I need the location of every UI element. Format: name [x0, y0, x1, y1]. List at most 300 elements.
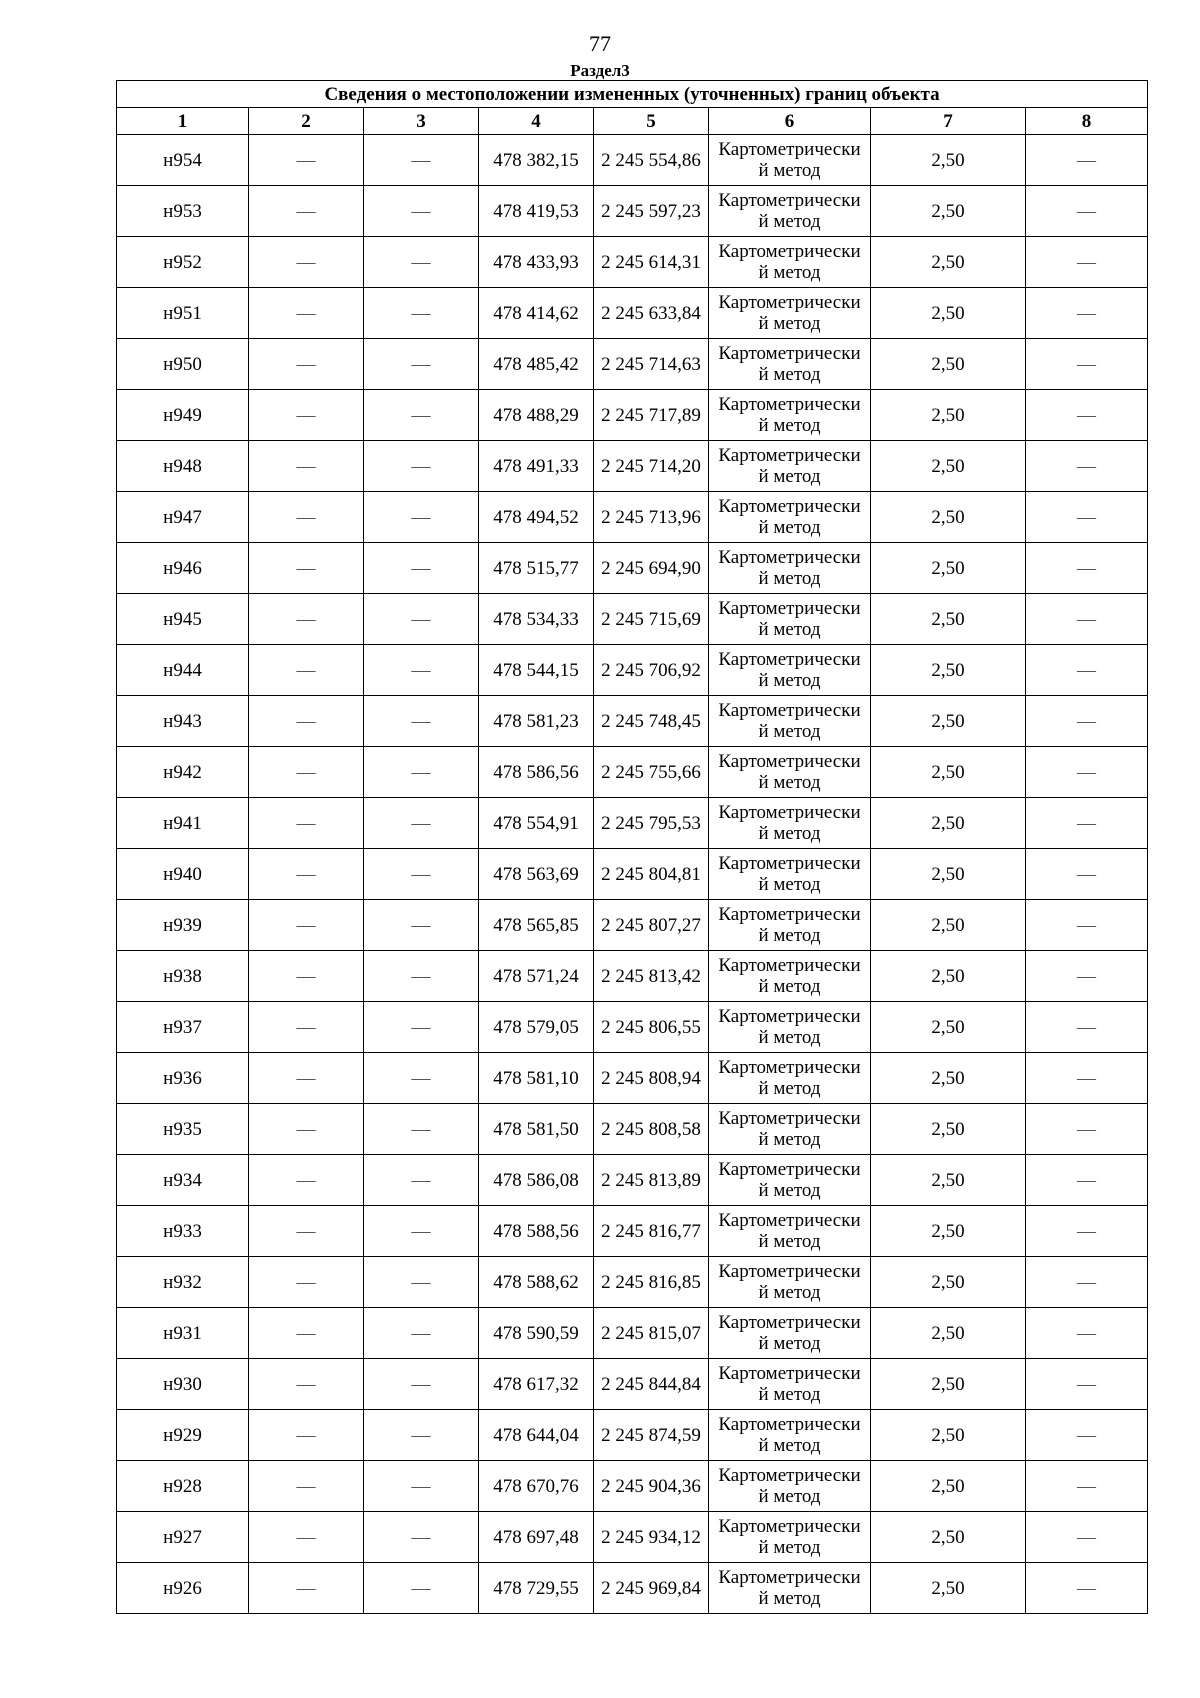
method-line-2: й метод — [758, 262, 821, 283]
table-row — [117, 1308, 1148, 1359]
method-line-2: й метод — [758, 976, 821, 997]
y-coordinate-cell: 2 245 795,53 — [594, 798, 709, 849]
method-line-1: Картометрически — [718, 343, 861, 364]
method-line-2: й метод — [758, 160, 821, 181]
point-cell: н937 — [117, 1002, 249, 1053]
y-coordinate-cell: 2 245 816,85 — [594, 1257, 709, 1308]
table-row — [117, 492, 1148, 543]
method-line-1: Картометрически — [718, 1465, 861, 1486]
method-line-1: Картометрически — [718, 1006, 861, 1027]
precision-cell: 2,50 — [871, 1053, 1026, 1104]
method-cell — [709, 747, 871, 798]
column-8-cell: — — [1026, 1563, 1148, 1614]
method-line-1: Картометрически — [718, 241, 861, 262]
column-2-cell: — — [249, 1002, 364, 1053]
point-cell: н946 — [117, 543, 249, 594]
method-line-2: й метод — [758, 874, 821, 895]
table-body — [117, 135, 1148, 1614]
method-line-2: й метод — [758, 364, 821, 385]
precision-cell: 2,50 — [871, 1155, 1026, 1206]
x-coordinate-cell: 478 565,85 — [479, 900, 594, 951]
point-cell: н941 — [117, 798, 249, 849]
method-cell — [709, 1512, 871, 1563]
column-8-cell: — — [1026, 186, 1148, 237]
column-2-cell: — — [249, 1563, 364, 1614]
y-coordinate-cell: 2 245 597,23 — [594, 186, 709, 237]
column-8-cell: — — [1026, 900, 1148, 951]
precision-cell: 2,50 — [871, 543, 1026, 594]
column-3-cell: — — [364, 1104, 479, 1155]
x-coordinate-cell: 478 382,15 — [479, 135, 594, 186]
precision-cell: 2,50 — [871, 747, 1026, 798]
precision-cell: 2,50 — [871, 186, 1026, 237]
column-2-cell: — — [249, 594, 364, 645]
method-line-2: й метод — [758, 1282, 821, 1303]
precision-cell: 2,50 — [871, 135, 1026, 186]
precision-cell: 2,50 — [871, 696, 1026, 747]
column-number-3: 3 — [364, 108, 479, 135]
column-8-cell: — — [1026, 696, 1148, 747]
column-2-cell: — — [249, 1308, 364, 1359]
method-line-2: й метод — [758, 1027, 821, 1048]
method-line-2: й метод — [758, 1129, 821, 1150]
method-line-1: Картометрически — [718, 139, 861, 160]
y-coordinate-cell: 2 245 714,20 — [594, 441, 709, 492]
column-2-cell: — — [249, 186, 364, 237]
table-row — [117, 645, 1148, 696]
column-3-cell: — — [364, 1359, 479, 1410]
method-line-2: й метод — [758, 772, 821, 793]
column-2-cell: — — [249, 900, 364, 951]
method-line-1: Картометрически — [718, 1363, 861, 1384]
x-coordinate-cell: 478 414,62 — [479, 288, 594, 339]
column-3-cell: — — [364, 543, 479, 594]
page-number: 77 — [589, 31, 611, 56]
y-coordinate-cell: 2 245 808,94 — [594, 1053, 709, 1104]
column-2-cell: — — [249, 441, 364, 492]
column-3-cell: — — [364, 798, 479, 849]
point-cell: н943 — [117, 696, 249, 747]
precision-cell: 2,50 — [871, 390, 1026, 441]
point-cell: н929 — [117, 1410, 249, 1461]
precision-cell: 2,50 — [871, 1410, 1026, 1461]
method-line-1: Картометрически — [718, 904, 861, 925]
method-cell — [709, 441, 871, 492]
point-cell: н939 — [117, 900, 249, 951]
y-coordinate-cell: 2 245 706,92 — [594, 645, 709, 696]
column-8-cell: — — [1026, 1359, 1148, 1410]
column-3-cell: — — [364, 492, 479, 543]
column-2-cell: — — [249, 747, 364, 798]
method-line-2: й метод — [758, 466, 821, 487]
x-coordinate-cell: 478 433,93 — [479, 237, 594, 288]
column-number-5: 5 — [594, 108, 709, 135]
x-coordinate-cell: 478 571,24 — [479, 951, 594, 1002]
method-line-1: Картометрически — [718, 751, 861, 772]
precision-cell: 2,50 — [871, 798, 1026, 849]
column-8-cell: — — [1026, 339, 1148, 390]
method-cell — [709, 1155, 871, 1206]
table-row — [117, 390, 1148, 441]
precision-cell: 2,50 — [871, 1512, 1026, 1563]
column-2-cell: — — [249, 135, 364, 186]
precision-cell: 2,50 — [871, 1359, 1026, 1410]
table-row — [117, 237, 1148, 288]
method-line-1: Картометрически — [718, 1108, 861, 1129]
method-line-1: Картометрически — [718, 598, 861, 619]
x-coordinate-cell: 478 419,53 — [479, 186, 594, 237]
point-cell: н945 — [117, 594, 249, 645]
precision-cell: 2,50 — [871, 288, 1026, 339]
method-line-2: й метод — [758, 1231, 821, 1252]
method-line-1: Картометрически — [718, 394, 861, 415]
method-line-1: Картометрически — [718, 700, 861, 721]
method-line-1: Картометрически — [718, 292, 861, 313]
point-cell: н954 — [117, 135, 249, 186]
column-8-cell: — — [1026, 747, 1148, 798]
point-cell: н930 — [117, 1359, 249, 1410]
y-coordinate-cell: 2 245 554,86 — [594, 135, 709, 186]
method-line-2: й метод — [758, 1180, 821, 1201]
precision-cell: 2,50 — [871, 441, 1026, 492]
table-row — [117, 1410, 1148, 1461]
method-cell — [709, 1563, 871, 1614]
method-cell — [709, 1053, 871, 1104]
method-line-2: й метод — [758, 568, 821, 589]
column-2-cell: — — [249, 1359, 364, 1410]
y-coordinate-cell: 2 245 969,84 — [594, 1563, 709, 1614]
column-2-cell: — — [249, 1053, 364, 1104]
x-coordinate-cell: 478 590,59 — [479, 1308, 594, 1359]
column-2-cell: — — [249, 1257, 364, 1308]
column-2-cell: — — [249, 696, 364, 747]
table-row — [117, 1155, 1148, 1206]
method-cell — [709, 288, 871, 339]
method-cell — [709, 1461, 871, 1512]
y-coordinate-cell: 2 245 715,69 — [594, 594, 709, 645]
method-line-1: Картометрически — [718, 1210, 861, 1231]
column-2-cell: — — [249, 237, 364, 288]
method-line-2: й метод — [758, 1435, 821, 1456]
column-2-cell: — — [249, 390, 364, 441]
column-8-cell: — — [1026, 1257, 1148, 1308]
point-cell: н928 — [117, 1461, 249, 1512]
table-row — [117, 900, 1148, 951]
column-number-6: 6 — [709, 108, 871, 135]
column-8-cell: — — [1026, 1104, 1148, 1155]
column-8-cell: — — [1026, 798, 1148, 849]
method-line-1: Картометрически — [718, 1261, 861, 1282]
x-coordinate-cell: 478 581,50 — [479, 1104, 594, 1155]
column-8-cell: — — [1026, 1410, 1148, 1461]
column-2-cell: — — [249, 951, 364, 1002]
point-cell: н950 — [117, 339, 249, 390]
y-coordinate-cell: 2 245 694,90 — [594, 543, 709, 594]
column-8-cell: — — [1026, 1053, 1148, 1104]
column-2-cell: — — [249, 288, 364, 339]
method-cell — [709, 1410, 871, 1461]
method-line-1: Картометрически — [718, 547, 861, 568]
column-8-cell: — — [1026, 1155, 1148, 1206]
x-coordinate-cell: 478 488,29 — [479, 390, 594, 441]
y-coordinate-cell: 2 245 934,12 — [594, 1512, 709, 1563]
method-cell — [709, 849, 871, 900]
precision-cell: 2,50 — [871, 951, 1026, 1002]
column-8-cell: — — [1026, 492, 1148, 543]
y-coordinate-cell: 2 245 633,84 — [594, 288, 709, 339]
method-cell — [709, 1104, 871, 1155]
method-cell — [709, 594, 871, 645]
column-3-cell: — — [364, 1155, 479, 1206]
y-coordinate-cell: 2 245 844,84 — [594, 1359, 709, 1410]
point-cell: н951 — [117, 288, 249, 339]
column-8-cell: — — [1026, 390, 1148, 441]
method-line-1: Картометрически — [718, 1414, 861, 1435]
column-8-cell: — — [1026, 1512, 1148, 1563]
column-3-cell: — — [364, 288, 479, 339]
column-number-row — [117, 108, 1148, 135]
column-8-cell: — — [1026, 288, 1148, 339]
y-coordinate-cell: 2 245 806,55 — [594, 1002, 709, 1053]
y-coordinate-cell: 2 245 614,31 — [594, 237, 709, 288]
method-line-2: й метод — [758, 415, 821, 436]
method-line-2: й метод — [758, 670, 821, 691]
method-line-1: Картометрически — [718, 1057, 861, 1078]
precision-cell: 2,50 — [871, 1104, 1026, 1155]
column-3-cell: — — [364, 186, 479, 237]
column-3-cell: — — [364, 1206, 479, 1257]
point-cell: н952 — [117, 237, 249, 288]
method-cell — [709, 186, 871, 237]
method-line-2: й метод — [758, 721, 821, 742]
y-coordinate-cell: 2 245 808,58 — [594, 1104, 709, 1155]
table-row — [117, 543, 1148, 594]
coordinates-table — [116, 80, 1148, 1614]
column-2-cell: — — [249, 339, 364, 390]
y-coordinate-cell: 2 245 755,66 — [594, 747, 709, 798]
point-cell: н942 — [117, 747, 249, 798]
y-coordinate-cell: 2 245 807,27 — [594, 900, 709, 951]
column-8-cell: — — [1026, 1206, 1148, 1257]
x-coordinate-cell: 478 586,08 — [479, 1155, 594, 1206]
x-coordinate-cell: 478 697,48 — [479, 1512, 594, 1563]
y-coordinate-cell: 2 245 813,42 — [594, 951, 709, 1002]
column-3-cell: — — [364, 645, 479, 696]
column-number-1: 1 — [117, 108, 249, 135]
column-8-cell: — — [1026, 1002, 1148, 1053]
precision-cell: 2,50 — [871, 849, 1026, 900]
point-cell: н940 — [117, 849, 249, 900]
precision-cell: 2,50 — [871, 237, 1026, 288]
point-cell: н948 — [117, 441, 249, 492]
method-line-1: Картометрически — [718, 1516, 861, 1537]
y-coordinate-cell: 2 245 714,63 — [594, 339, 709, 390]
table-row — [117, 1512, 1148, 1563]
x-coordinate-cell: 478 588,62 — [479, 1257, 594, 1308]
method-line-1: Картометрически — [718, 496, 861, 517]
method-line-2: й метод — [758, 1537, 821, 1558]
table-row — [117, 696, 1148, 747]
table-row — [117, 1359, 1148, 1410]
precision-cell: 2,50 — [871, 1002, 1026, 1053]
precision-cell: 2,50 — [871, 1461, 1026, 1512]
column-8-cell: — — [1026, 645, 1148, 696]
column-3-cell: — — [364, 1461, 479, 1512]
x-coordinate-cell: 478 579,05 — [479, 1002, 594, 1053]
precision-cell: 2,50 — [871, 339, 1026, 390]
table-row — [117, 747, 1148, 798]
column-3-cell: — — [364, 390, 479, 441]
method-line-2: й метод — [758, 1078, 821, 1099]
y-coordinate-cell: 2 245 804,81 — [594, 849, 709, 900]
column-3-cell: — — [364, 951, 479, 1002]
column-3-cell: — — [364, 594, 479, 645]
column-8-cell: — — [1026, 135, 1148, 186]
point-cell: н936 — [117, 1053, 249, 1104]
method-line-1: Картометрически — [718, 649, 861, 670]
x-coordinate-cell: 478 534,33 — [479, 594, 594, 645]
method-line-1: Картометрически — [718, 955, 861, 976]
column-2-cell: — — [249, 645, 364, 696]
table-row — [117, 798, 1148, 849]
table-row — [117, 135, 1148, 186]
column-3-cell: — — [364, 747, 479, 798]
table-row — [117, 1461, 1148, 1512]
method-line-2: й метод — [758, 313, 821, 334]
precision-cell: 2,50 — [871, 645, 1026, 696]
table-row — [117, 849, 1148, 900]
y-coordinate-cell: 2 245 904,36 — [594, 1461, 709, 1512]
precision-cell: 2,50 — [871, 1206, 1026, 1257]
point-cell: н938 — [117, 951, 249, 1002]
point-cell: н949 — [117, 390, 249, 441]
method-cell — [709, 135, 871, 186]
method-line-2: й метод — [758, 1384, 821, 1405]
column-3-cell: — — [364, 441, 479, 492]
column-3-cell: — — [364, 1512, 479, 1563]
x-coordinate-cell: 478 581,23 — [479, 696, 594, 747]
table-row — [117, 1563, 1148, 1614]
method-line-2: й метод — [758, 1486, 821, 1507]
point-cell: н934 — [117, 1155, 249, 1206]
y-coordinate-cell: 2 245 874,59 — [594, 1410, 709, 1461]
method-cell — [709, 1002, 871, 1053]
table-row — [117, 186, 1148, 237]
method-line-2: й метод — [758, 823, 821, 844]
method-cell — [709, 1308, 871, 1359]
method-line-1: Картометрически — [718, 1312, 861, 1333]
point-cell: н935 — [117, 1104, 249, 1155]
section-title: Раздел3 — [570, 61, 630, 80]
x-coordinate-cell: 478 670,76 — [479, 1461, 594, 1512]
method-line-2: й метод — [758, 211, 821, 232]
x-coordinate-cell: 478 581,10 — [479, 1053, 594, 1104]
x-coordinate-cell: 478 494,52 — [479, 492, 594, 543]
y-coordinate-cell: 2 245 816,77 — [594, 1206, 709, 1257]
precision-cell: 2,50 — [871, 900, 1026, 951]
method-cell — [709, 237, 871, 288]
method-line-2: й метод — [758, 619, 821, 640]
x-coordinate-cell: 478 588,56 — [479, 1206, 594, 1257]
precision-cell: 2,50 — [871, 1257, 1026, 1308]
y-coordinate-cell: 2 245 813,89 — [594, 1155, 709, 1206]
table-row — [117, 951, 1148, 1002]
method-cell — [709, 1257, 871, 1308]
method-cell — [709, 492, 871, 543]
precision-cell: 2,50 — [871, 1563, 1026, 1614]
column-2-cell: — — [249, 1104, 364, 1155]
column-8-cell: — — [1026, 849, 1148, 900]
method-line-1: Картометрически — [718, 802, 861, 823]
method-line-1: Картометрически — [718, 445, 861, 466]
column-8-cell: — — [1026, 237, 1148, 288]
column-2-cell: — — [249, 849, 364, 900]
method-cell — [709, 798, 871, 849]
column-3-cell: — — [364, 237, 479, 288]
point-cell: н931 — [117, 1308, 249, 1359]
method-cell — [709, 900, 871, 951]
method-line-1: Картометрически — [718, 1159, 861, 1180]
point-cell: н927 — [117, 1512, 249, 1563]
y-coordinate-cell: 2 245 748,45 — [594, 696, 709, 747]
table-caption: Сведения о местоположении измененных (уточненных) границ объекта — [117, 81, 1148, 108]
column-8-cell: — — [1026, 1461, 1148, 1512]
table-row — [117, 339, 1148, 390]
method-line-2: й метод — [758, 1588, 821, 1609]
point-cell: н932 — [117, 1257, 249, 1308]
table-row — [117, 441, 1148, 492]
column-3-cell: — — [364, 900, 479, 951]
point-cell: н933 — [117, 1206, 249, 1257]
point-cell: н944 — [117, 645, 249, 696]
x-coordinate-cell: 478 485,42 — [479, 339, 594, 390]
table-row — [117, 1053, 1148, 1104]
column-2-cell: — — [249, 1410, 364, 1461]
method-cell — [709, 1206, 871, 1257]
precision-cell: 2,50 — [871, 1308, 1026, 1359]
method-line-2: й метод — [758, 925, 821, 946]
column-2-cell: — — [249, 798, 364, 849]
column-8-cell: — — [1026, 441, 1148, 492]
column-2-cell: — — [249, 543, 364, 594]
column-number-4: 4 — [479, 108, 594, 135]
column-8-cell: — — [1026, 951, 1148, 1002]
column-8-cell: — — [1026, 594, 1148, 645]
point-cell: н926 — [117, 1563, 249, 1614]
y-coordinate-cell: 2 245 815,07 — [594, 1308, 709, 1359]
precision-cell: 2,50 — [871, 594, 1026, 645]
x-coordinate-cell: 478 644,04 — [479, 1410, 594, 1461]
column-8-cell: — — [1026, 1308, 1148, 1359]
method-line-1: Картометрически — [718, 190, 861, 211]
method-cell — [709, 339, 871, 390]
column-2-cell: — — [249, 1206, 364, 1257]
x-coordinate-cell: 478 729,55 — [479, 1563, 594, 1614]
method-cell — [709, 390, 871, 441]
point-cell: н953 — [117, 186, 249, 237]
method-cell — [709, 696, 871, 747]
method-line-1: Картометрически — [718, 1567, 861, 1588]
x-coordinate-cell: 478 617,32 — [479, 1359, 594, 1410]
method-cell — [709, 645, 871, 696]
table-row — [117, 288, 1148, 339]
column-3-cell: — — [364, 1053, 479, 1104]
method-line-1: Картометрически — [718, 853, 861, 874]
column-2-cell: — — [249, 1512, 364, 1563]
y-coordinate-cell: 2 245 717,89 — [594, 390, 709, 441]
column-2-cell: — — [249, 1155, 364, 1206]
point-cell: н947 — [117, 492, 249, 543]
